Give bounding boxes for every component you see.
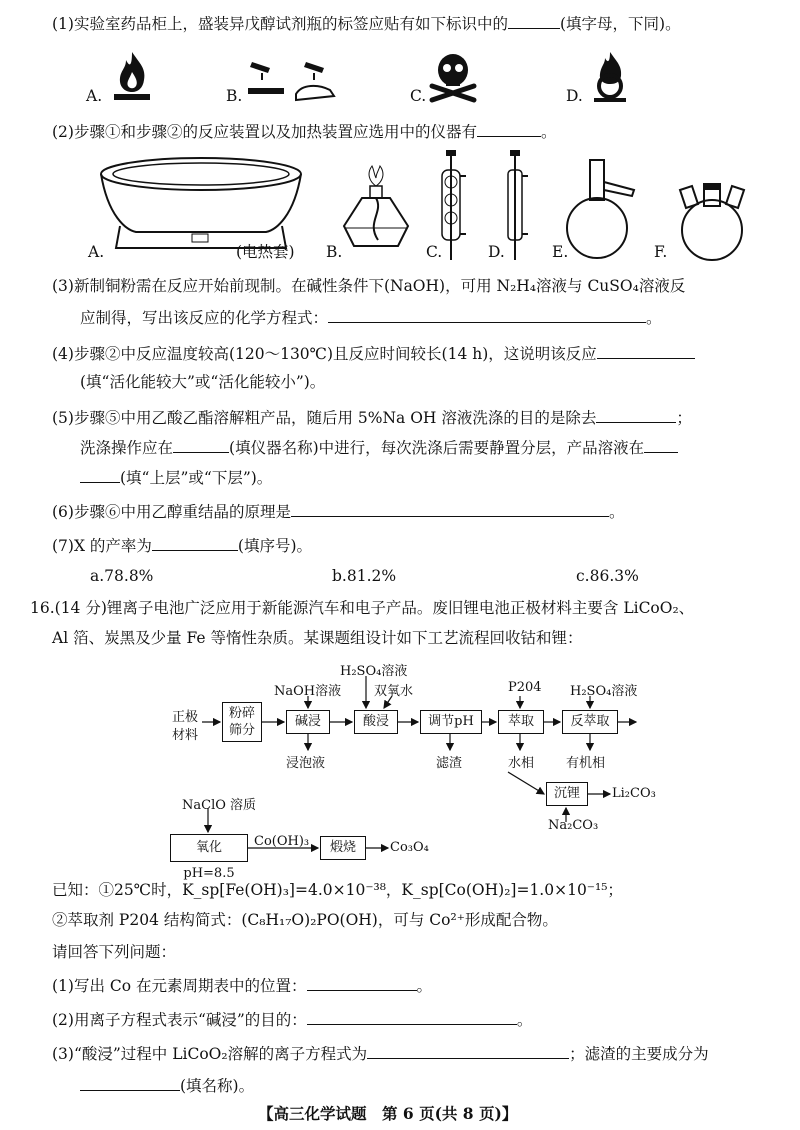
q5-line2b: (填仪器名称)中进行，每次洗涤后需要静置分层，产品溶液在 xyxy=(229,439,645,457)
q3-line1: (3)新制铜粉需在反应开始前现制。在碱性条件下(NaOH)，可用 N₂H₄溶液与 CuSO₄溶液反 xyxy=(52,277,686,295)
flow-box-acid-leach: 酸浸 xyxy=(354,710,398,734)
q5-line3-text: (填“上层”或“下层”)。 xyxy=(120,469,273,487)
q2-label-d: D. xyxy=(488,243,505,261)
flow-co3o4: Co₃O₄ xyxy=(390,840,429,855)
q1-option-d: D. xyxy=(566,87,583,105)
q7-text: (7)X 的产率为 xyxy=(52,537,152,555)
flow-li-product: Li₂CO₃ xyxy=(612,786,656,801)
flow-input-h2o2: 双氧水 xyxy=(374,684,414,699)
flow-output-water: 水相 xyxy=(508,756,535,771)
q7-choice-b: b.81.2% xyxy=(332,567,397,585)
q7-choice-a: a.78.8% xyxy=(90,567,154,585)
sub1-blank[interactable] xyxy=(307,974,417,991)
sub3-blank2[interactable] xyxy=(80,1074,180,1091)
q1-text: (1)实验室药品柜上，盛装异戊醇试剂瓶的标签应贴有如下标识中的 xyxy=(52,15,508,33)
q2-label-f: F. xyxy=(654,243,668,261)
q1-tail: (填字母，下同)。 xyxy=(559,15,681,33)
flow-input-naoh: NaOH溶液 xyxy=(274,684,342,699)
sub2-text: (2)用离子方程式表示“碱浸”的目的： xyxy=(52,1011,307,1029)
q4-line1-text: (4)步骤②中反应温度较高(120～130℃)且反应时间较长(14 h)，这说明该反应 xyxy=(52,345,597,363)
flow-box-alkali-leach: 碱浸 xyxy=(286,710,330,734)
flow-box-calcine: 煅烧 xyxy=(320,836,366,860)
q1-option-a: A. xyxy=(86,87,103,105)
sub1-tail: 。 xyxy=(416,977,433,995)
q1-option-b: B. xyxy=(226,87,243,105)
page-footer: 【高三化学试题 第 6 页(共 8 页)】 xyxy=(258,1104,518,1123)
flow-start-top: 正极 xyxy=(172,710,199,725)
flow-input-h2so4-b: H₂SO₄溶液 xyxy=(570,684,638,699)
q2-label-e: E. xyxy=(552,243,569,261)
sub3-mid: ；滤渣的主要成分为 xyxy=(569,1045,709,1063)
flow-box-back-extract: 反萃取 xyxy=(562,710,618,734)
sub3-line2-text: (填名称)。 xyxy=(180,1077,255,1095)
q6-text: (6)步骤⑥中用乙醇重结晶的原理是 xyxy=(52,503,291,521)
q5-line2a: 洗涤操作应在 xyxy=(80,439,174,457)
flow-box-extract: 萃取 xyxy=(498,710,544,734)
q5-line1-text: (5)步骤⑤中用乙酸乙酯溶解粗产品，随后用 5%Na OH 溶液洗涤的目的是除去 xyxy=(52,409,597,427)
sub1-text: (1)写出 Co 在元素周期表中的位置： xyxy=(52,977,307,995)
flow-input-p204: P204 xyxy=(508,680,542,695)
q6-tail: 。 xyxy=(608,503,625,521)
flow-output-leachate: 浸泡液 xyxy=(286,756,326,771)
flow-box-oxidize: 氧化pH=8.5 xyxy=(170,834,248,862)
flow-na2co3: Na₂CO₃ xyxy=(548,818,599,833)
flow-co-oh3: Co(OH)₃ xyxy=(254,834,310,849)
flow-start-bottom: 材料 xyxy=(172,728,199,743)
answer-prompt: 请回答下列问题： xyxy=(52,943,177,961)
sub2-line xyxy=(52,1008,532,1030)
sub2-blank[interactable] xyxy=(307,1008,517,1025)
flow-output-residue: 滤渣 xyxy=(436,756,463,771)
q3-line2-text: 应制得，写出该反应的化学方程式： xyxy=(80,309,329,327)
q16-line1: 16.(14 分)锂离子电池广泛应用于新能源汽车和电子产品。废旧锂电池正极材料主要含 LiCoO₂、 xyxy=(30,599,695,617)
known-line1: 已知：①25℃时，K_sp[Fe(OH)₃]=4.0×10⁻³⁸，K_sp[Co(OH)₂]=1.0×10⁻¹⁵； xyxy=(52,881,623,899)
flow-output-organic: 有机相 xyxy=(566,756,606,771)
sub3-line1-text: (3)“酸浸”过程中 LiCoO₂溶解的离子方程式为 xyxy=(52,1045,368,1063)
q3-tail: 。 xyxy=(646,309,662,327)
flow-box-adjust-ph: 调节pH xyxy=(420,710,482,734)
flow-naclo: NaClO 溶质 xyxy=(182,798,257,813)
known-line2: ②萃取剂 P204 结构简式：(C₈H₁₇O)₂PO(OH)，可与 Co²⁺形成配合物。 xyxy=(52,911,558,929)
flow-box-crush-bottom: 筛分 xyxy=(228,723,255,738)
q7-choice-c: c.86.3% xyxy=(576,567,639,585)
sub3-line2 xyxy=(80,1074,254,1096)
q2-text: (2)步骤①和步骤②的反应装置以及加热装置应选用中的仪器有 xyxy=(52,123,477,141)
flow-box-li-precip: 沉锂 xyxy=(546,782,588,806)
q1-option-c: C. xyxy=(410,87,427,105)
q2-tail: 。 xyxy=(540,123,557,141)
q2-label-mantle: (电热套) xyxy=(236,243,295,261)
sub3-blank1[interactable] xyxy=(367,1042,569,1059)
q16-line2: Al 箔、炭黑及少量 Fe 等惰性杂质。某课题组设计如下工艺流程回收钴和锂： xyxy=(52,629,583,647)
sub1-line xyxy=(52,974,432,996)
q5-semi: ； xyxy=(676,409,692,427)
q7-tail: (填序号)。 xyxy=(237,537,313,555)
sub3-line1 xyxy=(52,1042,709,1064)
q2-label-c: C. xyxy=(426,243,443,261)
flow-input-h2so4-a: H₂SO₄溶液 xyxy=(340,664,408,679)
q2-label-a: A. xyxy=(88,243,105,261)
q2-label-b: B. xyxy=(326,243,343,261)
sub2-tail: 。 xyxy=(516,1011,533,1029)
q4-line2: (填“活化能较大”或“活化能较小”)。 xyxy=(80,373,326,391)
flow-box-crush-top: 粉碎 xyxy=(228,706,255,721)
